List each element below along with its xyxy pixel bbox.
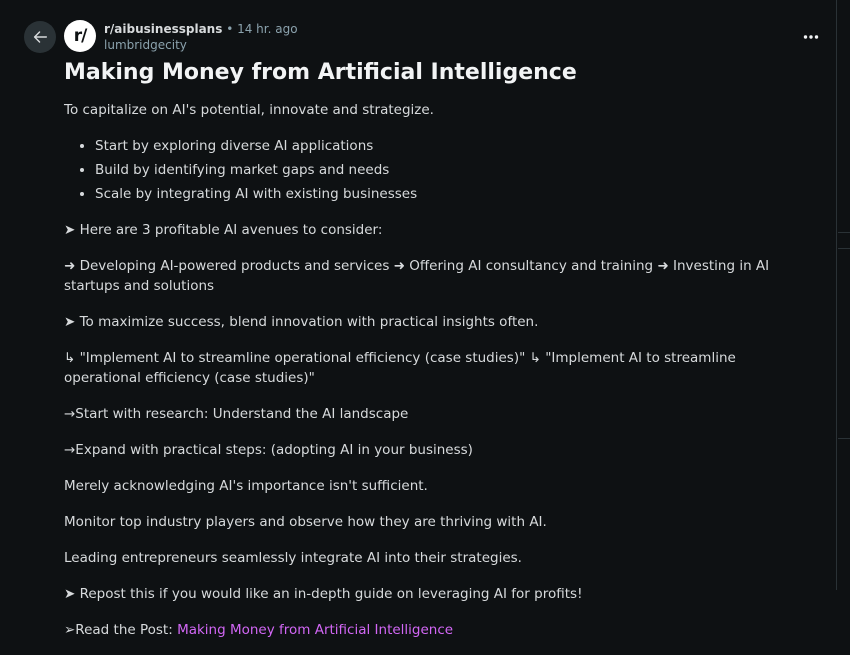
post-time: 14 hr. ago	[237, 22, 298, 36]
more-horizontal-icon	[803, 34, 819, 40]
post-paragraph: ➤ To maximize success, blend innovation with practical insights often.	[64, 314, 539, 330]
post-title: Making Money from Artificial Intelligence	[64, 60, 577, 85]
sidebar-divider-tick	[838, 232, 850, 233]
post-paragraph: Leading entrepreneurs seamlessly integrate AI into their strategies.	[64, 550, 522, 566]
read-post-link[interactable]: Making Money from Artificial Intelligence	[177, 622, 454, 638]
post-body	[64, 100, 814, 655]
list-item: • Start by exploring diverse AI applications	[95, 136, 814, 156]
back-button[interactable]	[24, 21, 56, 53]
post-paragraph: →Expand with practical steps: (adopting AI in your business)	[64, 442, 473, 458]
post-paragraph: Merely acknowledging AI's importance isn't sufficient.	[64, 478, 428, 494]
more-options-button[interactable]	[798, 26, 824, 48]
post-intro: To capitalize on AI's potential, innovate and strategize.	[64, 102, 434, 118]
list-item: • Scale by integrating AI with existing businesses	[95, 184, 814, 204]
post-paragraph: Monitor top industry players and observe how they are thriving with AI.	[64, 514, 547, 530]
sidebar-divider-tick	[838, 438, 850, 439]
read-post-prefix: ➢Read the Post:	[64, 622, 178, 638]
post-paragraph: →Start with research: Understand the AI landscape	[64, 406, 409, 422]
subreddit-link[interactable]: r/aibusinessplans	[104, 22, 223, 36]
arrow-left-icon	[31, 28, 49, 46]
post-paragraph: ↳ "Implement AI to streamline operational efficiency (case studies)" ↳ "Implement AI to streamline operational efficiency (case studies)"	[64, 350, 736, 386]
sidebar-divider	[836, 0, 837, 590]
list-item: • Build by identifying market gaps and needs	[95, 160, 814, 180]
author-link[interactable]: lumbridgecity	[104, 38, 187, 52]
post-paragraph: ➜ Developing AI-powered products and services ➜ Offering AI consultancy and training ➜ Investing in AI startups and solutions	[64, 258, 770, 294]
subreddit-avatar[interactable]: r/	[64, 20, 96, 52]
bullet-list	[64, 136, 814, 204]
meta-separator: •	[226, 22, 234, 36]
read-post-line	[64, 620, 814, 640]
post-meta	[104, 21, 298, 53]
post-paragraph: ➤ Here are 3 profitable AI avenues to consider:	[64, 222, 383, 238]
sidebar-divider-tick	[838, 248, 850, 249]
post-paragraph: ➤ Repost this if you would like an in-depth guide on leveraging AI for profits!	[64, 586, 583, 602]
